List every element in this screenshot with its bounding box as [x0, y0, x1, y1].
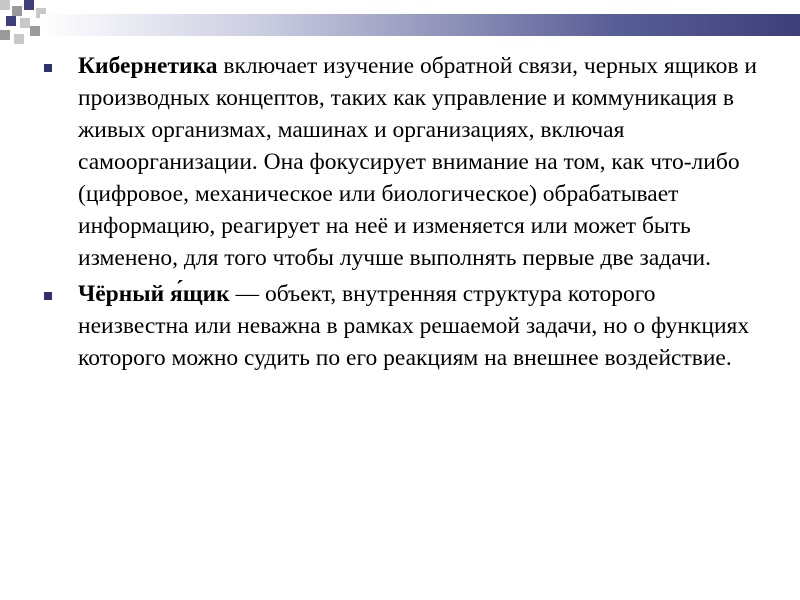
bullet-list [44, 50, 764, 378]
deco-square [30, 26, 40, 36]
deco-square [24, 0, 34, 10]
deco-square [0, 0, 10, 10]
deco-square [12, 6, 22, 16]
bullet-term: Кибернетика [78, 53, 218, 79]
header-gradient-bar [40, 14, 800, 36]
deco-square [0, 30, 10, 40]
bullet-item-cybernetics [44, 50, 764, 274]
deco-square [6, 16, 16, 26]
square-bullet-icon [44, 292, 52, 300]
deco-square [14, 34, 24, 44]
bullet-text: включает изучение обратной связи, черных ящиков и производных концептов, таких как управление и коммуникация в живых организмах, машинах и организациях, включая самоорганизации. Она фокусирует внимание на том, как что-либо (цифровое, механическое или биологическое) обрабатывает информацию, реагирует на неё и изменяется или может быть изменено, для того чтобы лучше выполнять первые две задачи. [78, 53, 757, 271]
deco-square [20, 18, 30, 28]
bullet-item-black-box [44, 278, 764, 374]
square-bullet-icon [44, 64, 52, 72]
bullet-text: — объект, внутренняя структура которого неизвестна или неважна в рамках решаемой задачи, но о функциях которого можно судить по его реакциям на внешнее воздействие. [78, 281, 750, 371]
bullet-term: Чёрный я́щик [78, 281, 230, 307]
